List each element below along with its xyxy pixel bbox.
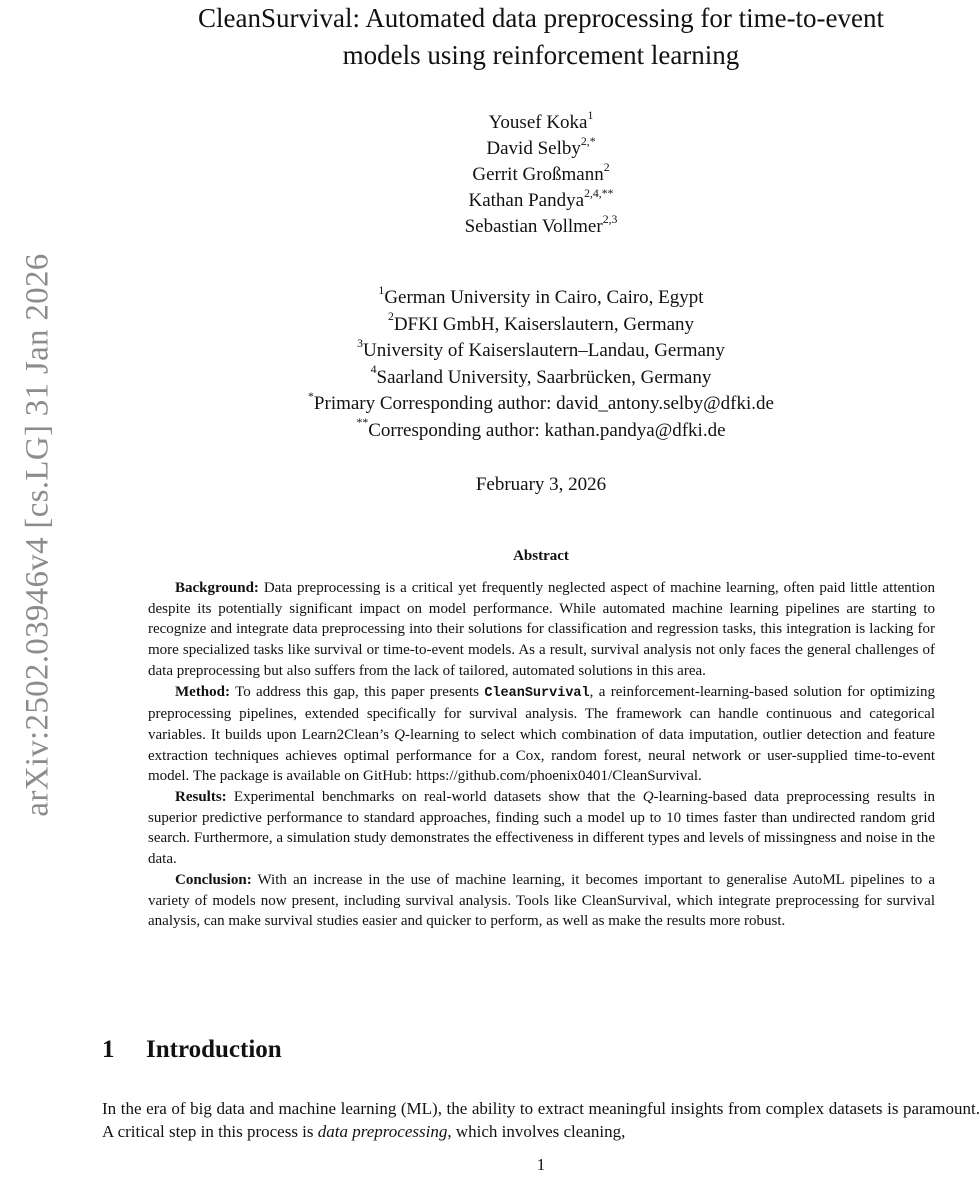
affiliation-mark: * [308, 389, 314, 403]
author-3 [0, 162, 980, 188]
affiliation-mark: 2 [387, 310, 394, 324]
section-number: 1 [102, 1036, 115, 1063]
paragraph-text: To address this gap, this paper presents [230, 683, 485, 700]
paragraph-text: -learning-based data preprocessing results in superior predictive performance to standard approaches, finding such a model up to 10 times faster than undirected random grid search. Furthermore, a simulation study demonstrates the effectiveness in different types and levels of missingness and noise in the data. [148, 789, 935, 868]
paragraph-text: Experimental benchmarks on real-world datasets show that the [226, 789, 643, 806]
publication-date: February 3, 2026 [475, 474, 607, 495]
paragraph-label: Background: [175, 580, 259, 596]
author-marks: 2,* [580, 134, 596, 148]
paragraph-text: -learning to select which combination of data imputation, outlier detection and feature extraction techniques achieves optimal performance for a Cox, random forest, neural network or user-supplied time-to-event model. The package is available on GitHub: https://github.com/phoenix0401/CleanSurvival. [148, 726, 935, 785]
paragraph-label: Method: [175, 683, 230, 700]
affiliation-1 [0, 285, 980, 312]
section-heading [102, 1036, 282, 1064]
q-symbol: Q [394, 726, 405, 743]
abstract-conclusion [148, 870, 935, 932]
title-line-2: models using reinforcement learning [342, 40, 740, 70]
author-marks: 1 [587, 108, 594, 122]
author-name: Kathan Pandya [468, 190, 585, 211]
affiliation-mark: ** [356, 416, 369, 430]
author-1 [0, 110, 980, 136]
abstract-background [148, 578, 935, 682]
affiliation-primary-contact [0, 391, 980, 418]
affiliation-text: University of Kaiserslautern–Landau, Germany [362, 340, 725, 361]
author-marks: 2,3 [602, 212, 618, 226]
title-line-1: CleanSurvival: Automated data preprocessing for time-to-event [197, 3, 885, 33]
affiliation-mark: 3 [357, 336, 363, 350]
paragraph-label: Results: [175, 789, 227, 806]
introduction-body [102, 1097, 980, 1143]
abstract-heading: Abstract [513, 548, 569, 564]
author-2 [0, 136, 980, 162]
author-marks: 2 [603, 160, 610, 174]
affiliation-3 [0, 338, 980, 365]
author-4 [0, 188, 980, 214]
paragraph-text: Data preprocessing is a critical yet frequently neglected aspect of machine learning, often paid little attention despite its potentially significant impact on model performance. While automated machine learning pipelines are starting to recognize and integrate data preprocessing into their solutions for classification and regression tasks, this integration is lacking for more specialized tasks like survival or time-to-event models. As a result, survival analysis not only faces the general challenges of data preprocessing but also suffers from the lack of tailored, automated solutions in this area. [148, 580, 935, 679]
paragraph-text: In the era of big data and machine learning (ML), the ability to extract meaningful insights from complex datasets is paramount. A critical step in this process is [102, 1099, 980, 1141]
author-name: Gerrit Großmann [472, 164, 604, 185]
section-title: Introduction [146, 1036, 282, 1063]
abstract-results [148, 787, 935, 870]
affiliation-text: Saarland University, Saarbrücken, Germany [376, 366, 712, 388]
author-marks: 2,4,** [584, 186, 614, 200]
introduction-paragraph [102, 1097, 980, 1143]
affiliation-text: Primary Corresponding author: david_antony.selby@dfki.de [313, 393, 774, 414]
package-name: CleanSurvival [484, 685, 590, 701]
paper-title [0, 0, 980, 74]
abstract-body [148, 578, 935, 932]
paragraph-text: With an increase in the use of machine learning, it becomes important to generalise AutoML pipelines to a variety of models now present, including survival analysis. Tools like CleanSurvival, which integrate preprocessing for survival analysis, can make survival studies easier and quicker to perform, as well as make the results more robust. [148, 871, 935, 930]
author-name: Sebastian Vollmer [464, 216, 603, 237]
abstract-method [148, 682, 935, 788]
affiliation-text: German University in Cairo, Cairo, Egypt [384, 287, 704, 308]
author-name: David Selby [486, 138, 581, 159]
author-name: Yousef Koka [488, 112, 588, 133]
affiliation-mark: 1 [378, 283, 385, 297]
affiliation-text: DFKI GmbH, Kaiserslautern, Germany [393, 313, 695, 335]
paragraph-text: , a reinforcement-learning-based solution for optimizing preprocessing pipelines, extended specifically for survival analysis. The framework can handle continuous and categorical variables. It builds upon Learn2Clean’s [148, 683, 936, 743]
paragraph-text: , which involves cleaning, [447, 1122, 626, 1141]
affiliation-text: Corresponding author: kathan.pandya@dfki.de [368, 419, 726, 441]
paragraph-label: Conclusion: [175, 871, 252, 888]
affiliation-mark: 4 [370, 363, 377, 377]
affiliation-2 [0, 312, 980, 339]
affiliation-4 [0, 365, 980, 392]
author-5 [0, 214, 980, 240]
emphasis: data preprocessing [317, 1122, 448, 1141]
q-symbol: Q [642, 789, 654, 806]
arxiv-identifier: arXiv:2502.03946v4 [cs.LG] 31 Jan 2026 [19, 253, 56, 817]
page-number: 1 [536, 1155, 546, 1174]
affiliation-contact [0, 418, 980, 445]
